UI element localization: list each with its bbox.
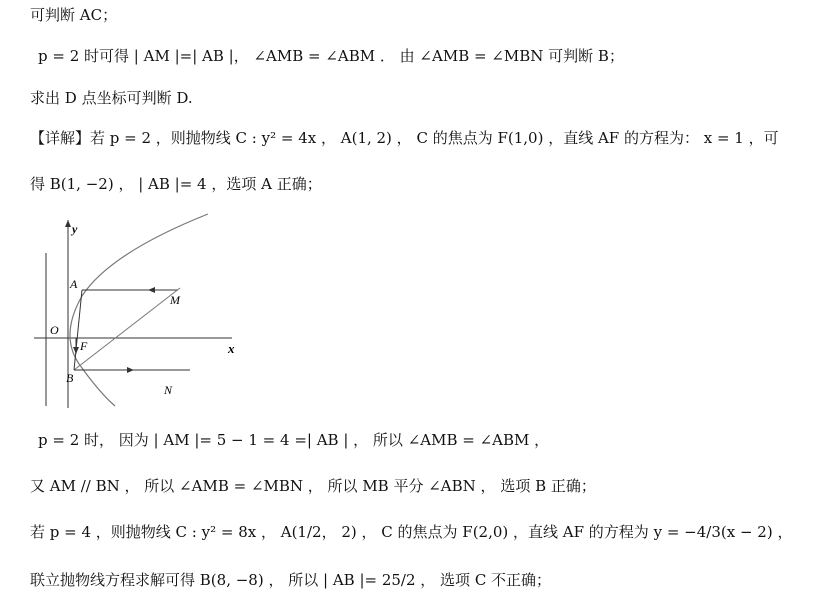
label-b: B <box>66 371 74 385</box>
label-origin: O <box>50 323 59 337</box>
segment-ab <box>74 290 82 370</box>
text-line-5: 得 B(1, −2) ， | AB |= 4 ，选项 A 正确； <box>30 175 322 193</box>
label-a: A <box>70 277 78 291</box>
label-n: N <box>164 383 173 397</box>
parabola-figure <box>30 208 250 413</box>
text-line-8: 若 p = 4 ，则抛物线 C : y² = 8x ， A(1/2， 2) ， C 的焦点为 F(2,0) ，直线 AF 的方程为 y = −4/3(x − 2) ， <box>30 523 793 541</box>
label-f: F <box>80 339 88 353</box>
text-line-7: 又 AM // BN ， 所以 ∠AMB = ∠MBN ， 所以 MB 平分 ∠ABN ， 选项 B 正确； <box>30 477 596 495</box>
text-line-2: p = 2 时可得 | AM |=| AB |， ∠AMB = ∠ABM ． 由 ∠AMB = ∠MBN 可判断 B； <box>38 47 624 65</box>
text-line-3: 求出 D 点坐标可判断 D. <box>30 89 193 107</box>
label-x: x <box>228 341 235 356</box>
text-line-1: 可判断 AC； <box>30 6 118 24</box>
label-y: y <box>72 222 78 236</box>
parabola-diagram <box>30 208 250 413</box>
label-m: M <box>170 293 180 307</box>
text-line-6: p = 2 时， 因为 | AM |= 5 − 1 = 4 =| AB | ， 所以 ∠AMB = ∠ABM ， <box>38 431 550 449</box>
parabola-curve <box>70 214 208 406</box>
text-line-4: 【详解】若 p = 2 ，则抛物线 C : y² = 4x ， A(1, 2) ， C 的焦点为 F(1,0) ，直线 AF 的方程为： x = 1 ，可 <box>30 129 779 147</box>
segment-mb <box>74 288 180 370</box>
text-line-9: 联立抛物线方程求解可得 B(8, −8) ， 所以 | AB |= 25/2 ， 选项 C 不正确； <box>30 571 552 589</box>
